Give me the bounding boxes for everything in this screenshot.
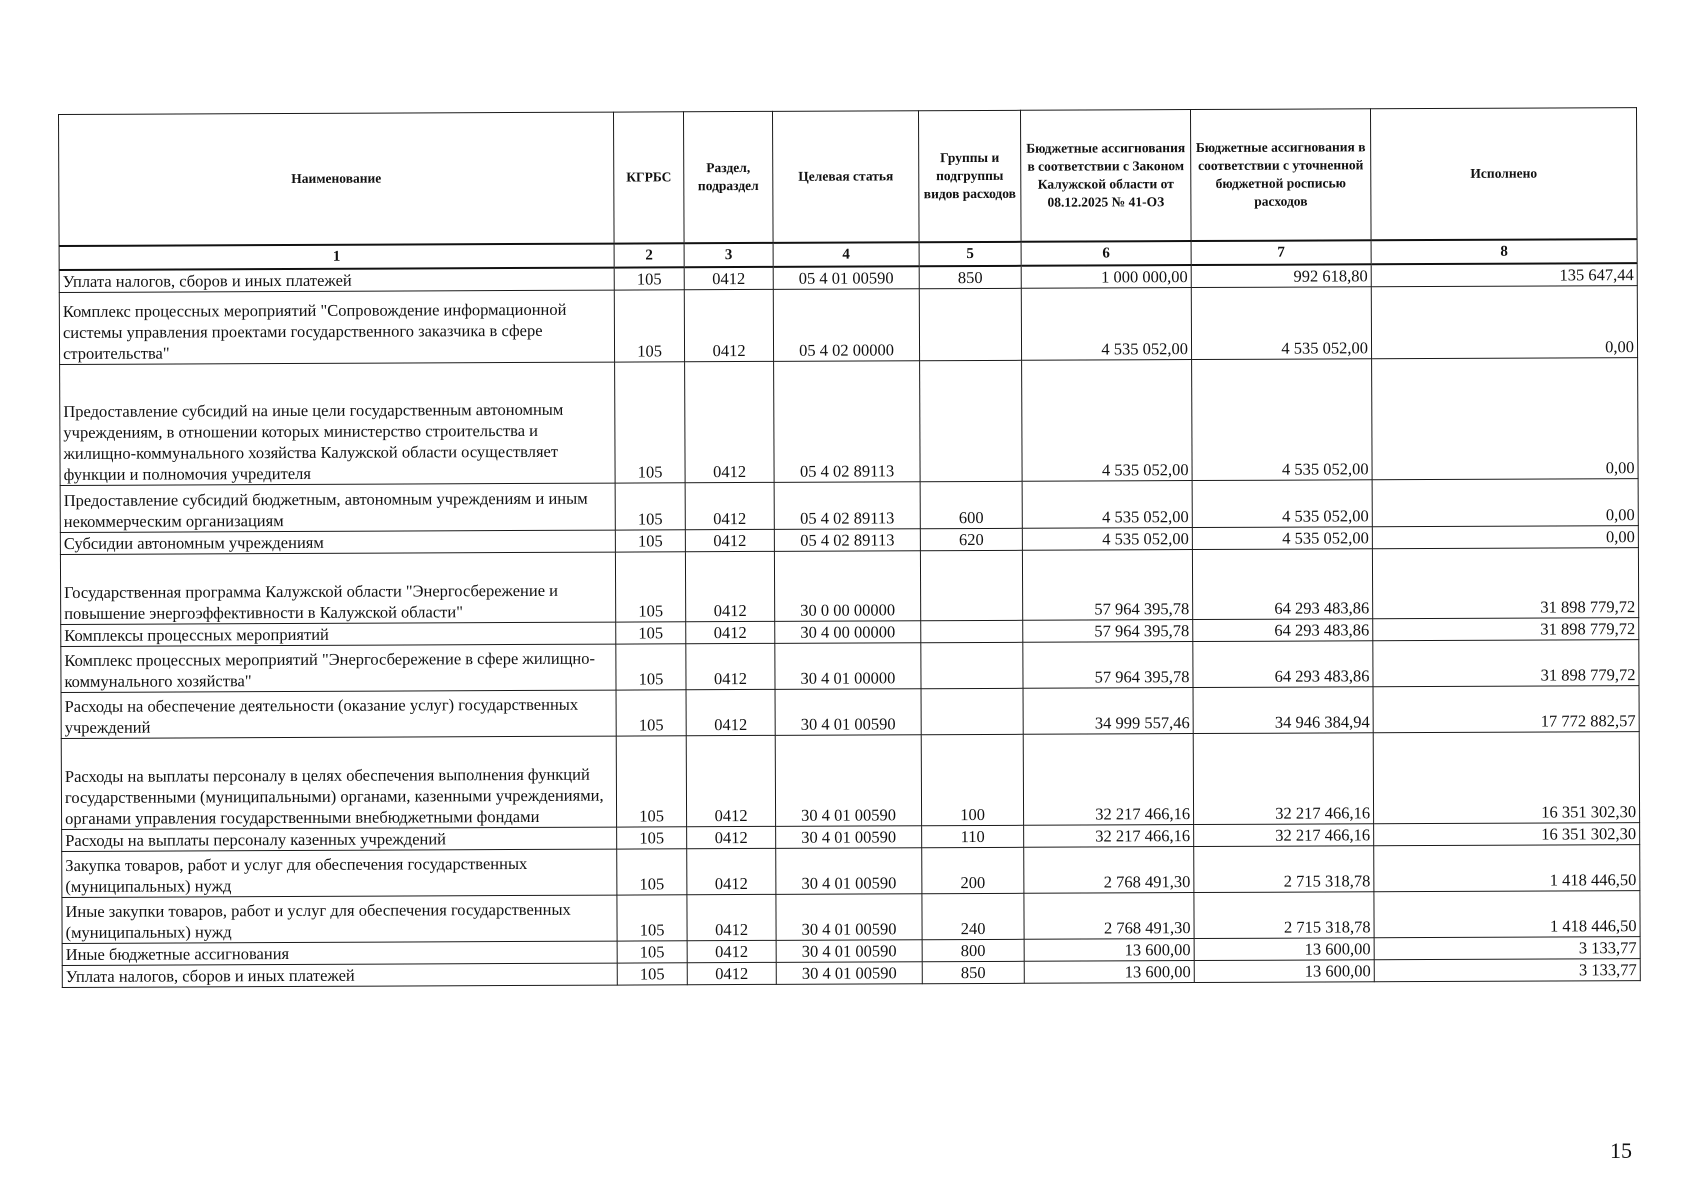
table-row	[59, 285, 1637, 364]
row-name: Иные закупки товаров, работ и услуг для обеспечения государственных (муниципальных) нужд	[62, 895, 617, 943]
row-law-amount: 4 535 052,00	[1021, 287, 1191, 360]
row-law-amount: 1 000 000,00	[1021, 265, 1191, 288]
header-section: Раздел, подраздел	[683, 111, 773, 242]
row-section: 0412	[685, 551, 774, 621]
row-section: 0412	[685, 361, 775, 482]
row-refined-amount: 4 535 052,00	[1192, 479, 1372, 527]
header-executed: Исполнено	[1370, 108, 1637, 240]
row-group	[919, 288, 1021, 360]
row-section: 0412	[686, 735, 775, 826]
row-refined-amount: 4 535 052,00	[1191, 286, 1371, 359]
header-target-article: Целевая статья	[772, 111, 919, 243]
header-kgrbs: КГРБС	[613, 112, 684, 243]
row-kgrbs: 105	[616, 621, 686, 643]
row-section: 0412	[687, 894, 776, 940]
header-name: Наименование	[59, 112, 615, 245]
row-executed-amount: 3 133,77	[1374, 958, 1640, 981]
row-section: 0412	[687, 848, 776, 894]
row-target: 30 4 01 00590	[775, 688, 921, 735]
column-number: 2	[614, 243, 684, 267]
row-law-amount: 2 768 491,30	[1024, 846, 1194, 893]
column-number: 8	[1371, 239, 1637, 264]
table-row	[61, 639, 1639, 692]
row-executed-amount: 3 133,77	[1374, 936, 1640, 959]
row-kgrbs: 105	[615, 361, 686, 482]
row-group: 110	[922, 825, 1024, 847]
row-name: Комплекс процессных мероприятий "Энергосбережение в сфере жилищно-коммунального хозяйства"	[61, 644, 616, 692]
row-name: Комплексы процессных мероприятий	[61, 622, 616, 646]
row-target: 30 4 01 00590	[776, 939, 922, 962]
column-number: 3	[684, 242, 773, 266]
row-section: 0412	[687, 962, 776, 984]
row-group: 600	[920, 481, 1022, 528]
row-kgrbs: 105	[616, 643, 686, 689]
table-row	[62, 844, 1640, 897]
header-law-allocations: Бюджетные ассигнования в соответствии с Законом Калужской области от 08.12.2025 № 41-ОЗ	[1020, 110, 1191, 242]
table-row	[61, 731, 1639, 829]
row-group: 800	[922, 939, 1024, 961]
row-executed-amount: 0,00	[1372, 357, 1639, 479]
column-number: 5	[919, 241, 1021, 265]
row-group: 850	[922, 961, 1024, 983]
row-refined-amount: 4 535 052,00	[1192, 358, 1373, 480]
row-refined-amount: 32 217 466,16	[1194, 823, 1374, 846]
row-target: 30 4 01 00000	[775, 642, 921, 689]
row-refined-amount: 13 600,00	[1194, 937, 1374, 960]
row-kgrbs: 105	[614, 267, 684, 290]
row-executed-amount: 0,00	[1372, 525, 1638, 548]
row-target: 30 4 01 00590	[775, 734, 921, 826]
row-law-amount: 57 964 395,78	[1022, 549, 1192, 620]
row-name: Предоставление субсидий на иные цели государственным автономным учреждениям, в отношении которых министерство строительства и жилищно-коммунального хозяйства Калужской области осуществляет функции и полномочия учредителя	[60, 362, 616, 485]
row-executed-amount: 31 898 779,72	[1372, 547, 1638, 618]
row-executed-amount: 16 351 302,30	[1374, 822, 1640, 845]
row-target: 05 4 02 89113	[774, 481, 920, 529]
row-name: Уплата налогов, сборов и иных платежей	[62, 963, 617, 987]
row-executed-amount: 1 418 446,50	[1374, 844, 1640, 891]
row-executed-amount: 17 772 882,57	[1373, 685, 1639, 732]
row-law-amount: 4 535 052,00	[1022, 527, 1192, 550]
row-refined-amount: 64 293 483,86	[1193, 640, 1373, 687]
row-refined-amount: 4 535 052,00	[1192, 526, 1372, 549]
row-section: 0412	[687, 940, 776, 962]
header-expense-groups: Группы и подгруппы видов расходов	[918, 110, 1021, 241]
row-kgrbs: 105	[617, 848, 687, 894]
row-group	[920, 550, 1022, 620]
page-number: 15	[1610, 1138, 1632, 1163]
column-number: 6	[1021, 241, 1191, 266]
row-law-amount: 13 600,00	[1024, 938, 1194, 961]
table-header-row	[59, 108, 1638, 246]
row-target: 30 4 01 00590	[776, 825, 922, 848]
row-target: 05 4 01 00590	[773, 266, 919, 289]
row-refined-amount: 64 293 483,86	[1192, 548, 1372, 619]
row-executed-amount: 16 351 302,30	[1373, 731, 1639, 823]
row-executed-amount: 0,00	[1371, 285, 1637, 358]
row-law-amount: 2 768 491,30	[1024, 892, 1194, 939]
row-section: 0412	[685, 482, 774, 529]
row-name: Предоставление субсидий бюджетным, автономным учреждениям и иным некоммерческим организациям	[60, 483, 615, 532]
row-section: 0412	[686, 621, 775, 643]
row-section: 0412	[686, 689, 775, 735]
row-executed-amount: 0,00	[1372, 478, 1638, 526]
budget-table	[58, 107, 1641, 987]
row-section: 0412	[684, 289, 773, 361]
row-name: Закупка товаров, работ и услуг для обеспечения государственных (муниципальных) нужд	[62, 849, 617, 897]
row-group: 100	[921, 734, 1023, 825]
row-refined-amount: 13 600,00	[1194, 959, 1374, 982]
column-number: 4	[773, 242, 919, 267]
row-target: 05 4 02 89113	[774, 360, 921, 482]
row-law-amount: 57 964 395,78	[1023, 619, 1193, 642]
row-name: Субсидии автономным учреждениям	[60, 530, 615, 554]
row-name: Расходы на выплаты персоналу казенных учреждений	[62, 827, 617, 851]
row-kgrbs: 105	[616, 735, 686, 826]
row-group: 620	[920, 528, 1022, 550]
row-name: Иные бюджетные ассигнования	[62, 941, 617, 965]
row-target: 30 4 01 00590	[776, 847, 922, 894]
row-law-amount: 13 600,00	[1024, 960, 1194, 983]
row-kgrbs: 105	[615, 551, 685, 621]
row-name: Расходы на обеспечение деятельности (оказание услуг) государственных учреждений	[61, 690, 616, 738]
row-group	[920, 360, 1023, 481]
row-name: Расходы на выплаты персоналу в целях обеспечения выполнения функций государственными (муниципальными) органами, казенными учреждениями, органами управления государственными внебюджетными фондами	[61, 736, 616, 829]
row-section: 0412	[685, 529, 774, 551]
row-name: Уплата налогов, сборов и иных платежей	[59, 267, 614, 292]
row-section: 0412	[687, 826, 776, 848]
row-law-amount: 32 217 466,16	[1023, 733, 1193, 825]
column-number: 1	[59, 243, 614, 269]
row-name: Комплекс процессных мероприятий "Сопровождение информационной системы управления проектами государственного заказчика в сфере строительства"	[59, 290, 614, 364]
row-refined-amount: 32 217 466,16	[1193, 732, 1373, 824]
row-executed-amount: 31 898 779,72	[1373, 639, 1639, 686]
row-group: 200	[922, 847, 1024, 893]
table-row	[60, 547, 1638, 624]
row-kgrbs: 105	[616, 689, 686, 735]
row-section: 0412	[684, 266, 773, 289]
row-kgrbs: 105	[617, 940, 687, 962]
row-group: 850	[919, 265, 1021, 288]
row-refined-amount: 64 293 483,86	[1193, 618, 1373, 641]
row-name: Государственная программа Калужской области "Энергосбережение и повышение энергоэффективности в Калужской области"	[60, 552, 615, 624]
table-row	[61, 685, 1639, 738]
column-number: 7	[1191, 240, 1371, 265]
row-kgrbs: 105	[617, 894, 687, 940]
row-kgrbs: 105	[615, 529, 685, 551]
row-target: 30 4 00 00000	[775, 620, 921, 643]
row-law-amount: 4 535 052,00	[1022, 480, 1192, 528]
row-law-amount: 4 535 052,00	[1022, 359, 1193, 481]
row-law-amount: 34 999 557,46	[1023, 687, 1193, 734]
header-refined-allocations: Бюджетные ассигнования в соответствии с уточненной бюджетной росписью расходов	[1190, 109, 1371, 241]
row-executed-amount: 1 418 446,50	[1374, 890, 1640, 937]
row-section: 0412	[686, 643, 775, 689]
table-row	[60, 357, 1639, 485]
table-row	[62, 890, 1640, 943]
row-refined-amount: 2 715 318,78	[1194, 891, 1374, 938]
row-target: 05 4 02 89113	[774, 528, 920, 551]
row-refined-amount: 992 618,80	[1191, 264, 1371, 287]
row-group: 240	[922, 893, 1024, 939]
row-target: 30 4 01 00590	[776, 961, 922, 984]
row-refined-amount: 34 946 384,94	[1193, 686, 1373, 733]
row-group	[921, 642, 1023, 688]
row-kgrbs: 105	[615, 482, 685, 529]
row-target: 30 0 00 00000	[774, 550, 920, 621]
table-row	[60, 478, 1638, 532]
row-executed-amount: 135 647,44	[1371, 263, 1637, 287]
row-group	[921, 620, 1023, 642]
row-group	[921, 688, 1023, 734]
row-law-amount: 57 964 395,78	[1023, 641, 1193, 688]
row-kgrbs: 105	[617, 962, 687, 984]
row-kgrbs: 105	[614, 289, 684, 361]
row-kgrbs: 105	[617, 826, 687, 848]
row-law-amount: 32 217 466,16	[1024, 824, 1194, 847]
row-refined-amount: 2 715 318,78	[1194, 845, 1374, 892]
row-target: 30 4 01 00590	[776, 893, 922, 940]
row-executed-amount: 31 898 779,72	[1373, 617, 1639, 640]
row-target: 05 4 02 00000	[773, 288, 919, 361]
